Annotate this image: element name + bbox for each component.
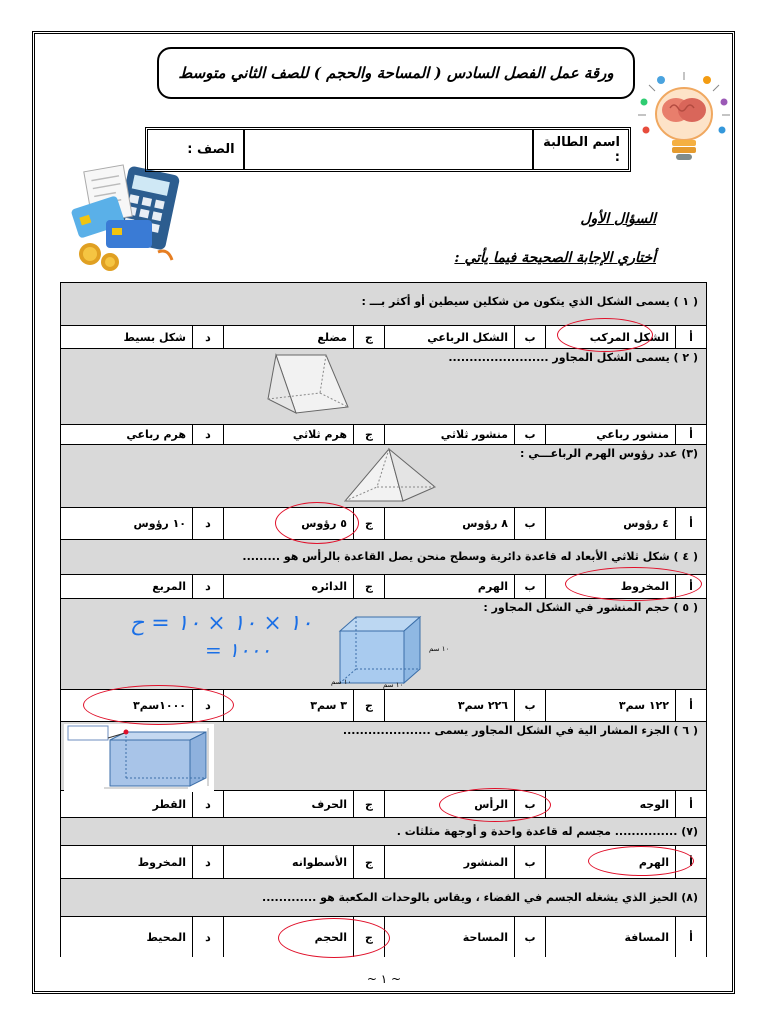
section-instruction: أختاري الإجابة الصحيحة فيما يأتي :	[454, 250, 656, 266]
option-c[interactable]: الحجم	[223, 917, 353, 957]
letter-b: ب	[514, 846, 545, 878]
letter-b: ب	[514, 791, 545, 817]
letter-b: ب	[514, 508, 545, 539]
worksheet-title: ورقة عمل الفصل السادس ( المساحة والحجم ) للصف الثاني متوسط	[178, 64, 614, 82]
option-d[interactable]: ١٠ رؤوس	[133, 517, 186, 530]
letter-c: ج	[353, 690, 384, 721]
option-b[interactable]: ٢٢٦ سم٣	[384, 690, 514, 721]
dim-depth: ١٠ سم	[331, 678, 352, 686]
letter-c: ج	[353, 326, 384, 348]
option-c[interactable]: هرم ثلاثي	[223, 425, 353, 444]
answer-circle-q4	[565, 567, 702, 601]
option-a[interactable]: منشور رباعي	[545, 425, 675, 444]
option-b[interactable]: الشكل الرباعي	[384, 326, 514, 348]
letter-a: أ	[675, 690, 706, 721]
student-name-label: اسم الطالبة :	[543, 134, 620, 165]
letter-b: ب	[514, 326, 545, 348]
letter-d: د	[192, 846, 223, 878]
option-d[interactable]: المربع	[152, 580, 186, 593]
letter-d: د	[192, 917, 223, 957]
question-5-text: ( ٥ ) حجم المنشور في الشكل المجاور :	[483, 601, 698, 614]
letter-c: ج	[353, 508, 384, 539]
option-d[interactable]: هرم رباعي	[126, 428, 186, 441]
finance-clipart-icon	[66, 162, 186, 274]
dim-width: ١٠ سم	[383, 681, 404, 689]
option-c[interactable]: ٥ رؤوس	[223, 508, 353, 539]
option-c[interactable]: الأسطوانه	[223, 846, 353, 878]
letter-c: ج	[353, 575, 384, 598]
answer-circle-q6	[439, 788, 551, 822]
option-a[interactable]: الوجه	[545, 791, 675, 817]
answer-circle-q3	[275, 502, 359, 544]
option-a[interactable]: الشكل المركب	[545, 326, 675, 348]
question-3	[61, 445, 706, 508]
letter-d: د	[192, 791, 223, 817]
option-a[interactable]: الهرم	[545, 846, 675, 878]
class-label: الصف :	[187, 142, 235, 157]
letter-c: ج	[353, 846, 384, 878]
question-6-text: ( ٦ ) الجزء المشار الية في الشكل المجاور يسمى .....................	[342, 724, 698, 737]
question-8	[61, 879, 706, 917]
answers-6	[61, 791, 706, 818]
page-number: ~ ١ ~	[366, 972, 402, 986]
rectangular-prism-figure	[64, 724, 214, 792]
brain-bulb-icon	[634, 70, 734, 170]
section-heading: السؤال الأول	[580, 211, 656, 227]
option-c[interactable]: الدائره	[223, 575, 353, 598]
handwritten-calculation-line-1: ١٠ × ١٠ × ١٠ = ح	[130, 611, 313, 636]
letter-c: ج	[353, 917, 384, 957]
letter-a: أ	[675, 326, 706, 348]
option-d[interactable]: المخروط	[137, 855, 186, 869]
option-a[interactable]: ١٢٢ سم٣	[545, 690, 675, 721]
answers-3	[61, 508, 706, 540]
option-c[interactable]: مضلع	[223, 326, 353, 348]
question-1-text: ( ١ ) يسمى الشكل الذي يتكون من شكلين سيطين أو أكثر بـــ :	[361, 295, 698, 308]
letter-b: ب	[514, 917, 545, 957]
answers-2	[61, 425, 706, 445]
option-a[interactable]: المخروط	[545, 575, 675, 598]
letter-d: د	[192, 326, 223, 348]
answer-circle-q7	[588, 846, 694, 876]
letter-a: أ	[675, 791, 706, 817]
letter-b: ب	[514, 425, 545, 444]
option-b[interactable]: الرأس	[384, 791, 514, 817]
option-d[interactable]: ١٠٠٠سم٣	[132, 699, 186, 712]
question-3-text: (٣) عدد رؤوس الهرم الرباعـــي :	[519, 447, 698, 460]
question-7-text: (٧) ............... مجسم له قاعدة واحدة و أوجهة مثلثات .	[396, 825, 698, 838]
answer-circle-q5	[83, 685, 234, 725]
student-name-label-cell	[532, 130, 628, 169]
option-b[interactable]: المنشور	[384, 846, 514, 878]
option-b[interactable]: ٨ رؤوس	[384, 508, 514, 539]
question-2-text: ( ٢ ) يسمى الشكل المجاور ........................	[448, 351, 698, 364]
option-b[interactable]: المساحة	[384, 917, 514, 957]
handwritten-calculation-line-2: ١٠٠٠ =	[205, 638, 272, 662]
option-b[interactable]: منشور ثلاثي	[384, 425, 514, 444]
letter-d: د	[192, 425, 223, 444]
option-d[interactable]: المحيط	[146, 930, 186, 944]
option-d[interactable]: القطر	[152, 797, 186, 811]
letter-b: ب	[514, 575, 545, 598]
class-label-cell	[148, 130, 243, 169]
worksheet-title-box	[157, 47, 635, 99]
triangular-prism-figure	[266, 351, 356, 419]
question-7	[61, 818, 706, 846]
letter-b: ب	[514, 690, 545, 721]
answer-circle-q8	[278, 918, 390, 958]
option-c[interactable]: الحرف	[223, 791, 353, 817]
question-4-text: ( ٤ ) شكل ثلاثي الأبعاد له قاعدة دائرية وسطح منحن يصل القاعدة بالرأس هو .........	[242, 550, 698, 563]
letter-a: أ	[675, 508, 706, 539]
dim-height: ١٠ سم	[429, 645, 450, 653]
student-info-table	[145, 127, 631, 172]
letter-a: أ	[675, 425, 706, 444]
letter-d: د	[192, 508, 223, 539]
letter-c: ج	[353, 791, 384, 817]
option-d[interactable]: شكل بسيط	[123, 330, 186, 344]
letter-d: د	[192, 690, 223, 721]
option-a[interactable]: المسافة	[545, 917, 675, 957]
letter-a: أ	[675, 917, 706, 957]
letter-c: ج	[353, 425, 384, 444]
letter-a: أ	[675, 846, 706, 878]
option-a[interactable]: ٤ رؤوس	[545, 508, 675, 539]
answer-circle-q1	[557, 318, 653, 352]
letter-d: د	[192, 575, 223, 598]
option-b[interactable]: الهرم	[384, 575, 514, 598]
question-8-text: (٨) الحيز الذي يشغله الجسم في الفضاء ، ويقاس بالوحدات المكعبة هو .............	[262, 891, 698, 904]
square-pyramid-figure	[341, 447, 439, 505]
student-name-field[interactable]	[243, 130, 533, 169]
option-c[interactable]: ٣ سم٣	[223, 690, 353, 721]
question-2	[61, 349, 706, 425]
letter-a: أ	[675, 575, 706, 598]
